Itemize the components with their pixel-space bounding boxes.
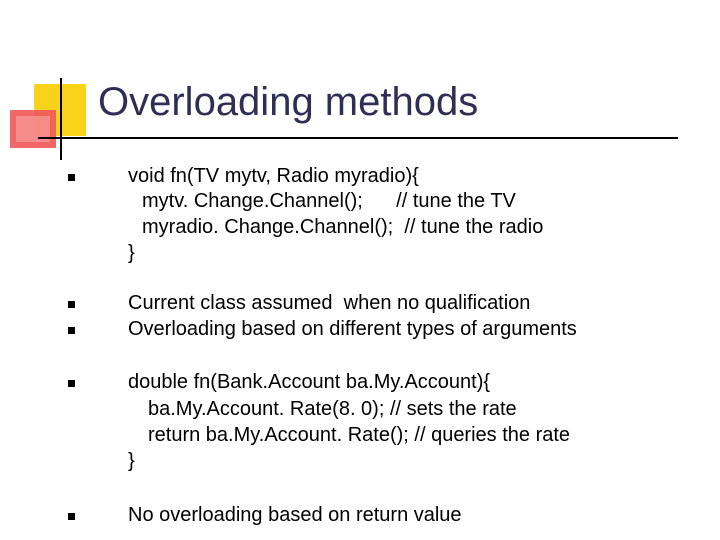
code-line: void fn(TV mytv, Radio myradio){ xyxy=(128,165,419,187)
code-line: myradio. Change.Channel(); // tune the radio xyxy=(142,216,544,238)
square-bullet-icon xyxy=(68,380,75,387)
square-bullet-icon xyxy=(68,174,75,181)
code-line: } xyxy=(128,450,135,472)
title-underline xyxy=(38,137,678,139)
code-line: ba.My.Account. Rate(8. 0); // sets the rate xyxy=(148,398,517,420)
code-line: mytv. Change.Channel(); // tune the TV xyxy=(142,190,516,212)
square-bullet-icon xyxy=(68,513,75,520)
bullet-text: Current class assumed when no qualification xyxy=(128,292,531,314)
slide-title: Overloading methods xyxy=(98,80,479,124)
code-line: } xyxy=(128,242,135,264)
bullet-text: No overloading based on return value xyxy=(128,504,462,526)
square-bullet-icon xyxy=(68,327,75,334)
code-line: double fn(Bank.Account ba.My.Account){ xyxy=(128,371,491,393)
bullet-text: Overloading based on different types of arguments xyxy=(128,318,577,340)
square-bullet-icon xyxy=(68,301,75,308)
code-line: return ba.My.Account. Rate(); // queries the rate xyxy=(148,424,571,446)
